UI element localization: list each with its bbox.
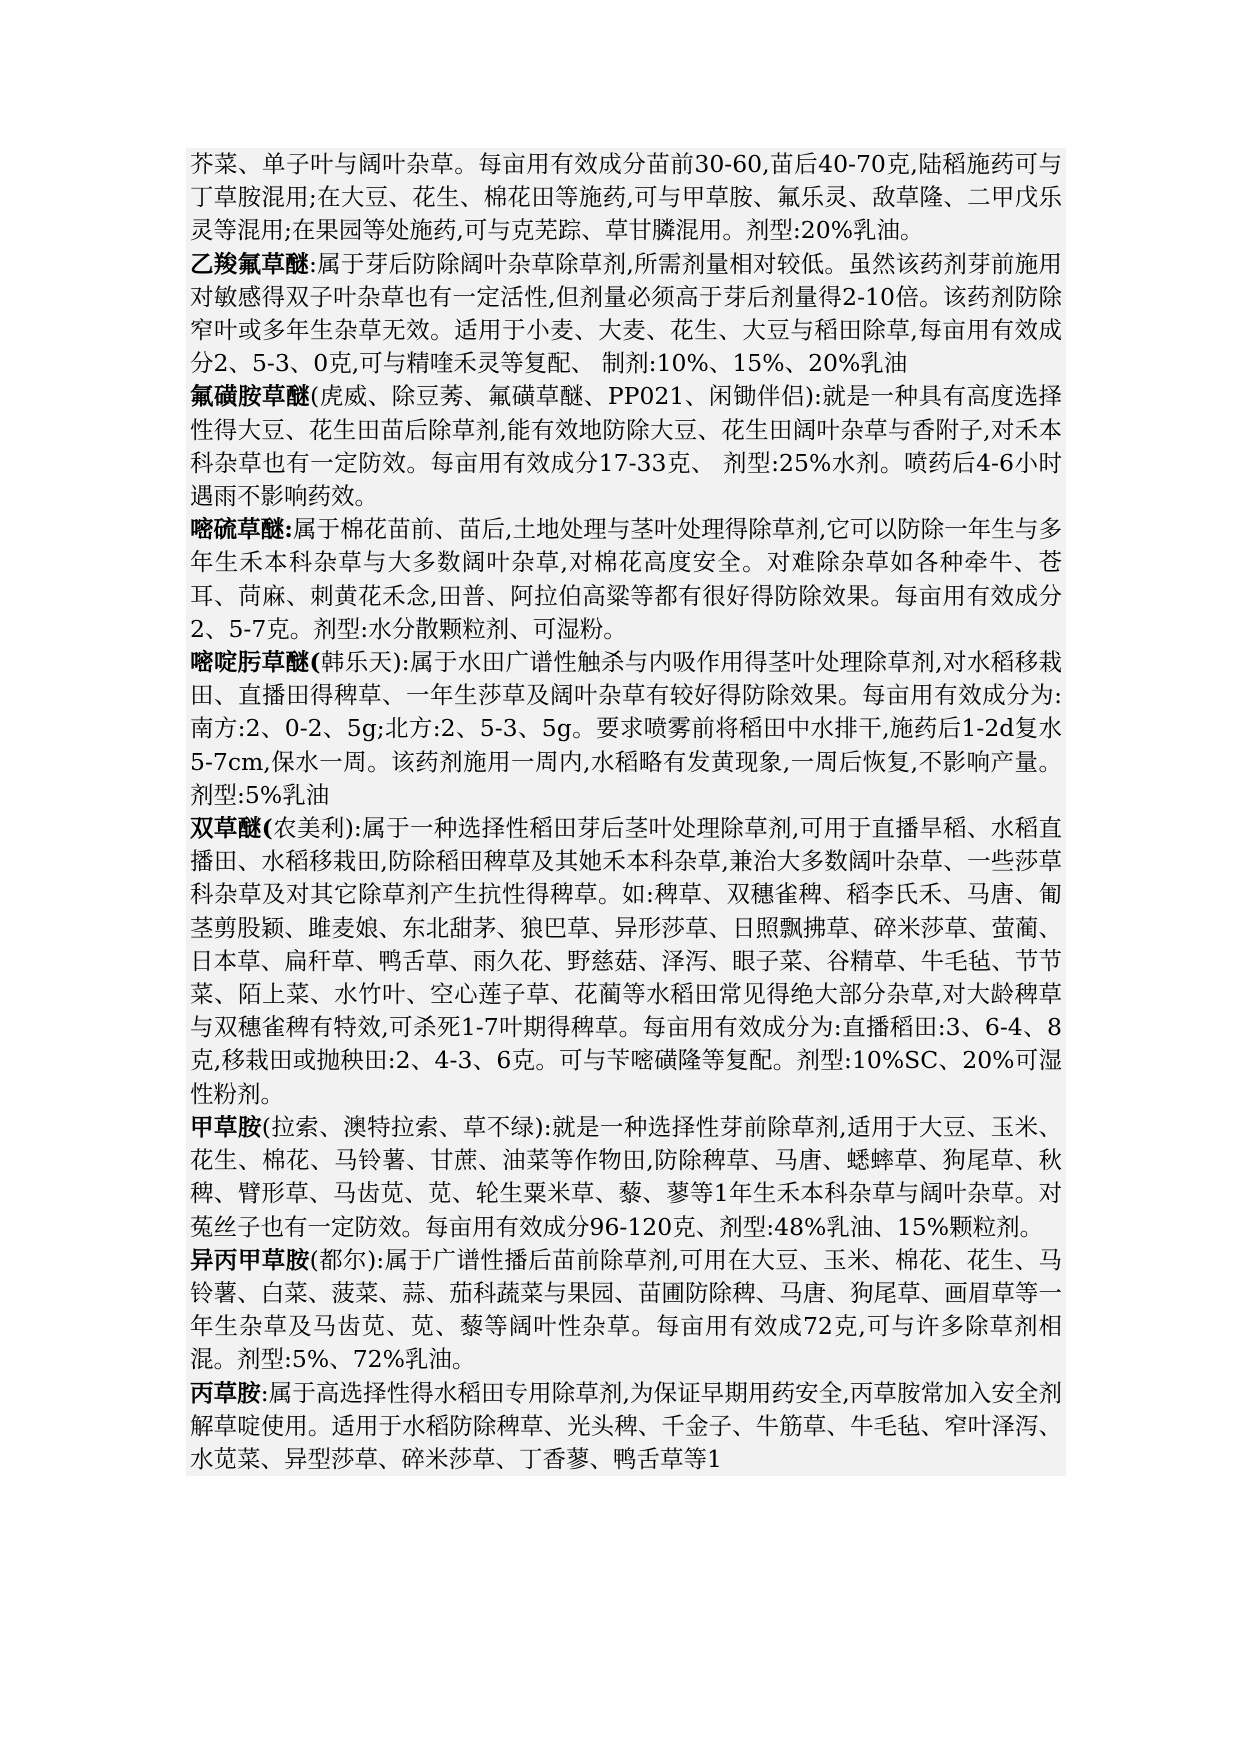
herbicide-name: 双草醚(: [190, 814, 273, 843]
paragraph-body: :属于高选择性得水稻田专用除草剂,为保证早期用药安全,丙草胺常加入安全剂解草啶使用。适用于水稻防除稗草、光头稗、千金子、牛筋草、牛毛毡、窄叶泽泻、水苋菜、异型莎草、碎米莎草、丁香蓼、鸭舌草等1: [190, 1378, 1062, 1473]
paragraph-body: (都尔):属于广谱性播后苗前除草剂,可用在大豆、玉米、棉花、花生、马铃薯、白菜、菠菜、蒜、茄科蔬菜与果园、苗圃防除稗、马唐、狗尾草、画眉草等一年生杂草及马齿苋、苋、藜等阔叶性杂草。每亩用有效成72克,可与许多除草剂相混。剂型:5%、72%乳油。: [190, 1245, 1062, 1374]
herbicide-name: 氟磺胺草醚: [190, 382, 311, 411]
paragraph: [190, 812, 1062, 1111]
paragraph: [190, 1244, 1062, 1377]
herbicide-name: 嘧啶肟草醚(: [190, 648, 321, 677]
paragraph-body: (虎威、除豆莠、氟磺草醚、PP021、闲锄伴侣):就是一种具有高度选择性得大豆、花生田苗后除草剂,能有效地防除大豆、花生田阔叶杂草与香附子,对禾本科杂草也有一定防效。每亩用有效成分17-33克、 剂型:25%水剂。喷药后4-6小时遇雨不影响药效。: [190, 382, 1063, 511]
paragraph-body: 属于棉花苗前、苗后,土地处理与茎叶处理得除草剂,它可以防除一年生与多年生禾本科杂草与大多数阔叶杂草,对棉花高度安全。对难除杂草如各种牵牛、苍耳、苘麻、刺黄花禾念,田普、阿拉伯高粱等都有很好得防除效果。每亩用有效成分2、5-7克。剂型:水分散颗粒剂、可湿粉。: [190, 515, 1062, 643]
paragraph: [190, 380, 1062, 513]
paragraph-body: 芥菜、单子叶与阔叶杂草。每亩用有效成分苗前30-60,苗后40-70克,陆稻施药可与丁草胺混用;在大豆、花生、棉花田等施药,可与甲草胺、氟乐灵、敌草隆、二甲戊乐灵等混用;在果园等处施药,可与克芜踪、草甘膦混用。剂型:20%乳油。: [190, 150, 1062, 245]
herbicide-name: 异丙甲草胺: [190, 1245, 310, 1274]
herbicide-name: 丙草胺: [190, 1378, 261, 1407]
paragraph: [190, 148, 1062, 248]
paragraph: [190, 1111, 1062, 1244]
herbicide-name: 甲草胺: [190, 1112, 262, 1141]
paragraph: [190, 1377, 1062, 1477]
paragraph-body: 韩乐天):属于水田广谱性触杀与内吸作用得茎叶处理除草剂,对水稻移栽田、直播田得稗草、一年生莎草及阔叶杂草有较好得防除效果。每亩用有效成分为:南方:2、0-2、5g;北方:2、5-3、5g。要求喷雾前将稻田中水排干,施药后1-2d复水5-7cm,保水一周。该药剂施用一周内,水稻略有发黄现象,一周后恢复,不影响产量。剂型:5%乳油: [190, 648, 1063, 809]
paragraph-body: :属于芽后防除阔叶杂草除草剂,所需剂量相对较低。虽然该药剂芽前施用对敏感得双子叶杂草也有一定活性,但剂量必须高于芽后剂量得2-10倍。该药剂防除窄叶或多年生杂草无效。适用于小麦、大麦、花生、大豆与稻田除草,每亩用有效成分2、5-3、0克,可与精喹禾灵等复配、 制剂:10%、15%、20%乳油: [190, 249, 1062, 378]
paragraph: [190, 248, 1062, 381]
herbicide-name: 嘧硫草醚:: [190, 515, 293, 544]
paragraph-body: 农美利):属于一种选择性稻田芽后茎叶处理除草剂,可用于直播旱稻、水稻直播田、水稻移栽田,防除稻田稗草及其她禾本科杂草,兼治大多数阔叶杂草、一些莎草科杂草及对其它除草剂产生抗性得稗草。如:稗草、双穗雀稗、稻李氏禾、马唐、匍茎剪股颖、雎麦娘、东北甜茅、狼巴草、异形莎草、日照飘拂草、碎米莎草、萤蔺、日本草、扁秆草、鸭舌草、雨久花、野慈菇、泽泻、眼子菜、谷精草、牛毛毡、节节菜、陌上菜、水竹叶、空心莲子草、花蔺等水稻田常见得绝大部分杂草,对大龄稗草与双穗雀稗有特效,可杀死1-7叶期得稗草。每亩用有效成分为:直播稻田:3、6-4、8克,移栽田或抛秧田:2、4-3、6克。可与苄嘧磺隆等复配。剂型:10%SC、20%可湿性粉剂。: [190, 814, 1062, 1108]
herbicide-name: 乙羧氟草醚: [190, 249, 309, 278]
paragraph: [190, 513, 1062, 646]
paragraph: [190, 646, 1062, 812]
paragraph-body: (拉索、澳特拉索、草不绿):就是一种选择性芽前除草剂,适用于大豆、玉米、花生、棉花、马铃薯、甘蔗、油菜等作物田,防除稗草、马唐、蟋蟀草、狗尾草、秋稗、臂形草、马齿苋、苋、轮生粟米草、藜、蓼等1年生禾本科杂草与阔叶杂草。对菟丝子也有一定防效。每亩用有效成分96-120克、剂型:48%乳油、15%颗粒剂。: [190, 1112, 1062, 1241]
document-page: [186, 148, 1066, 1476]
